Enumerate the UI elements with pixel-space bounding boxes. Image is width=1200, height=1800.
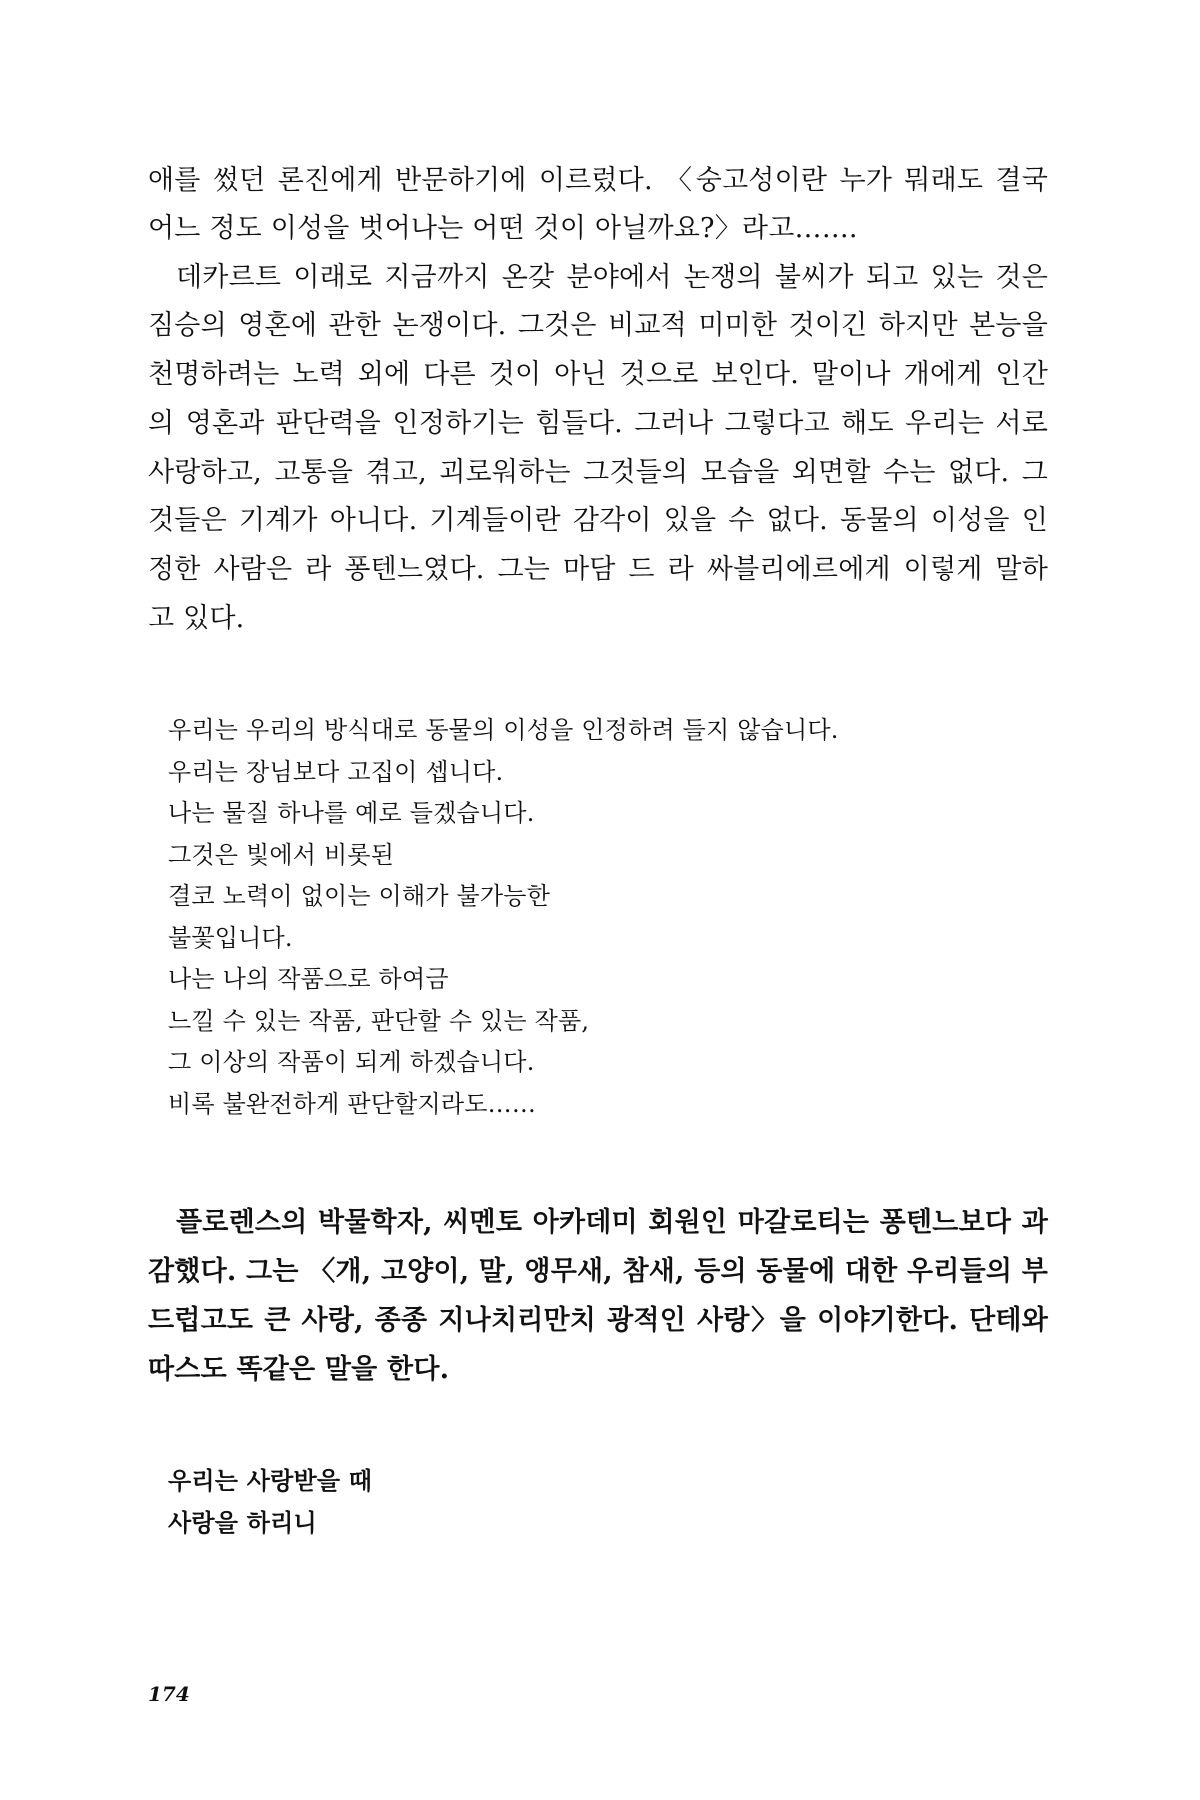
paragraph-line: 애를 썼던 론진에게 반문하기에 이르렀다. 〈숭고성이란 누가 뭐래도 결국 — [148, 165, 1048, 196]
paragraph-line: 드럽고도 큰 사랑, 종종 지나치리만치 광적인 사랑〉을 이야기한다. 단테와 — [148, 1305, 1048, 1336]
paragraph-line: 감했다. 그는 〈개, 고양이, 말, 앵무새, 참새, 등의 동물에 대한 우리들의 부 — [148, 1256, 1049, 1287]
quote-line: 나는 나의 작품으로 하여금 — [168, 965, 449, 993]
quote-line: 그것은 빛에서 비롯된 — [168, 841, 395, 869]
quote-line: 결코 노력이 없이는 이해가 불가능한 — [168, 882, 551, 910]
paragraph-line: 어느 정도 이성을 벗어나는 어떤 것이 아닐까요?〉라고……. — [148, 213, 858, 244]
quote-line: 우리는 우리의 방식대로 동물의 이성을 인정하려 들지 않습니다. — [168, 716, 839, 744]
paragraph-line: 따스도 똑같은 말을 한다. — [148, 1354, 450, 1385]
paragraph-line: 정한 사람은 라 퐁텐느였다. 그는 마담 드 라 싸블리에르에게 이렇게 말하 — [148, 554, 1048, 585]
quote-line: 느낄 수 있는 작품, 판단할 수 있는 작품, — [168, 1007, 590, 1035]
paragraph-line: 천명하려는 노력 외에 다른 것이 아닌 것으로 보인다. 말이나 개에게 인간 — [148, 359, 1048, 390]
quote-line: 우리는 장님보다 고집이 셉니다. — [168, 758, 504, 786]
quote-line: 불꽃입니다. — [168, 924, 293, 952]
paragraph-line: 짐승의 영혼에 관한 논쟁이다. 그것은 비교적 미미한 것이긴 하지만 본능을 — [148, 310, 1048, 341]
page-number: 174 — [148, 1682, 190, 1706]
paragraph-line: 플로렌스의 박물학자, 씨멘토 아카데미 회원인 마갈로티는 퐁텐느보다 과 — [176, 1207, 1048, 1238]
quote-line: 사랑을 하리니 — [168, 1508, 317, 1537]
quote-line: 비록 불완전하게 판단할지라도…… — [168, 1090, 537, 1118]
quote-line: 그 이상의 작품이 되게 하겠습니다. — [168, 1048, 535, 1076]
paragraph-line: 의 영혼과 판단력을 인정하기는 힘들다. 그러나 그렇다고 해도 우리는 서로 — [148, 408, 1048, 439]
quote-line: 우리는 사랑받을 때 — [168, 1466, 373, 1495]
paragraph-line: 고 있다. — [148, 603, 245, 634]
quote-line: 나는 물질 하나를 예로 들겠습니다. — [168, 799, 535, 827]
paragraph-line: 데카르트 이래로 지금까지 온갖 분야에서 논쟁의 불씨가 되고 있는 것은 — [176, 262, 1048, 293]
paragraph-line: 것들은 기계가 아니다. 기계들이란 감각이 있을 수 없다. 동물의 이성을 인 — [148, 505, 1048, 536]
paragraph-line: 사랑하고, 고통을 겪고, 괴로워하는 그것들의 모습을 외면할 수는 없다. 그 — [148, 457, 1048, 488]
